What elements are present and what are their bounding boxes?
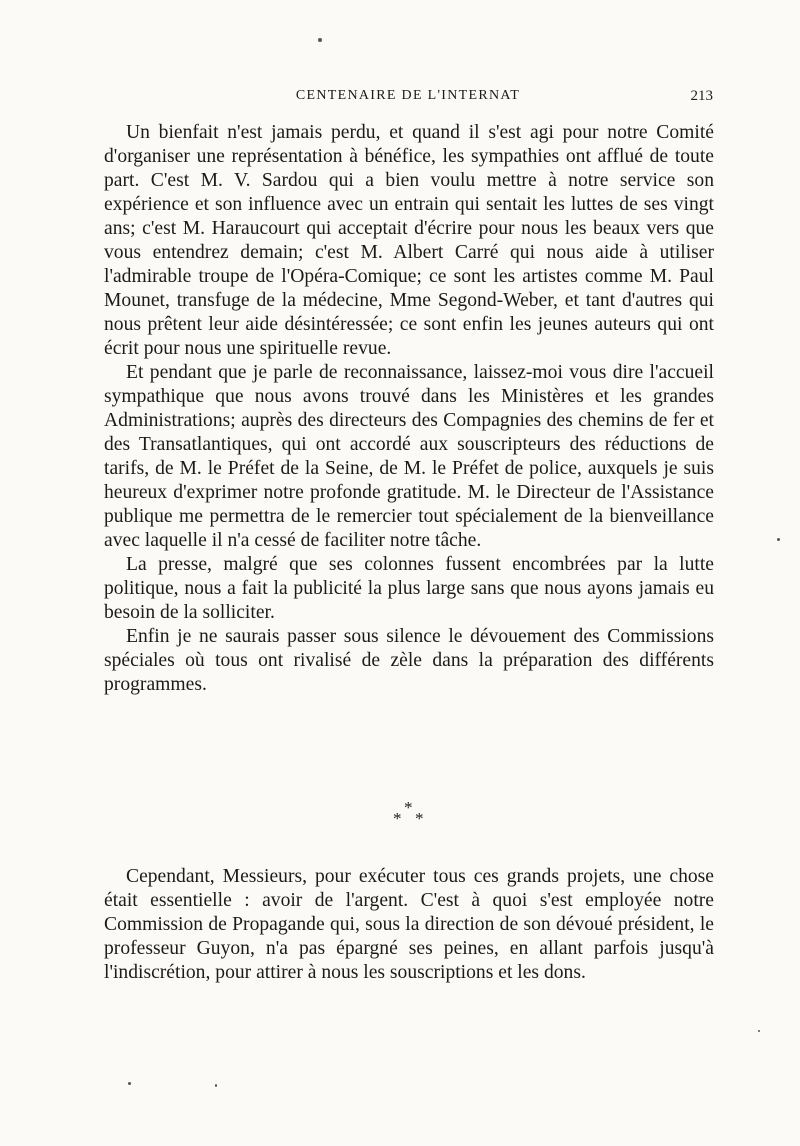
paragraph-propagande: Cependant, Messieurs, pour exécuter tous ces grands projets, une chose était essentielle : avoir de l'argent. C'est à quoi s'est employée notre Commission de Propagande qui, sous la direction de son dévoué président, le professeur Guyon, n'a pas épargné ses peines, en allant parfois jusqu'à l'indiscrétion, pour attirer à nous les souscriptions et les dons. — [104, 866, 714, 983]
text-block-propagande — [104, 865, 714, 985]
text-block-main — [104, 121, 714, 697]
paragraph-presse: La presse, malgré que ses colonnes fussent encombrées par la lutte politique, nous a fait la publicité la plus large sans que nous ayons jamais eu besoin de la solliciter. — [104, 554, 714, 623]
scan-speck — [128, 1082, 131, 1085]
scan-speck — [318, 38, 322, 42]
running-head — [103, 88, 713, 108]
asterism-star: * — [393, 809, 402, 828]
scan-speck — [215, 1084, 217, 1087]
asterism-star: * — [415, 809, 424, 828]
paragraph-commissions: Enfin je ne saurais passer sous silence le dévouement des Commissions spéciales où tous ont rivalisé de zèle dans la préparation des différents programmes. — [104, 626, 714, 695]
scan-speck — [758, 1030, 760, 1032]
paragraph-acknowledgements: Un bienfait n'est jamais perdu, et quand il s'est agi pour notre Comité d'organiser une représentation à bénéfice, les sympathies ont afflué de toute part. C'est M. V. Sardou qui a bien voulu mettre à notre service son expérience et son influence avec un entrain qui sentait les luttes de ses vingt ans; c'est M. Haraucourt qui acceptait d'écrire pour nous les beaux vers que vous entendrez demain; c'est M. Albert Carré qui nous aide à utiliser l'admirable troupe de l'Opéra-Comique; ce sont les artistes comme M. Paul Mounet, transfuge de la médecine, Mme Segond-Weber, et tant d'autres qui nous prêtent leur aide désintéressée; ce sont enfin les jeunes auteurs qui ont écrit pour nous une spirituelle revue. — [104, 122, 714, 359]
scan-speck — [777, 538, 780, 541]
running-title: CENTENAIRE DE L'INTERNAT — [295, 88, 521, 103]
asterism-star: * — [404, 798, 413, 817]
paragraph-reconnaissance: Et pendant que je parle de reconnaissance, laissez-moi vous dire l'accueil sympathique que nous avons trouvé dans les Ministères et les grandes Administrations; auprès des directeurs des Compagnies des chemins de fer et des Transatlantiques, qui ont accordé aux souscripteurs des réductions de tarifs, de M. le Préfet de la Seine, de M. le Préfet de police, auxquels je suis heureux d'exprimer notre profonde gratitude. M. le Directeur de l'Assistance publique me permettra de le remercier tout spécialement de la bienveillance avec laquelle il n'a cessé de faciliter notre tâche. — [104, 362, 714, 551]
asterism-divider — [380, 798, 440, 838]
page-number: 213 — [690, 88, 713, 104]
